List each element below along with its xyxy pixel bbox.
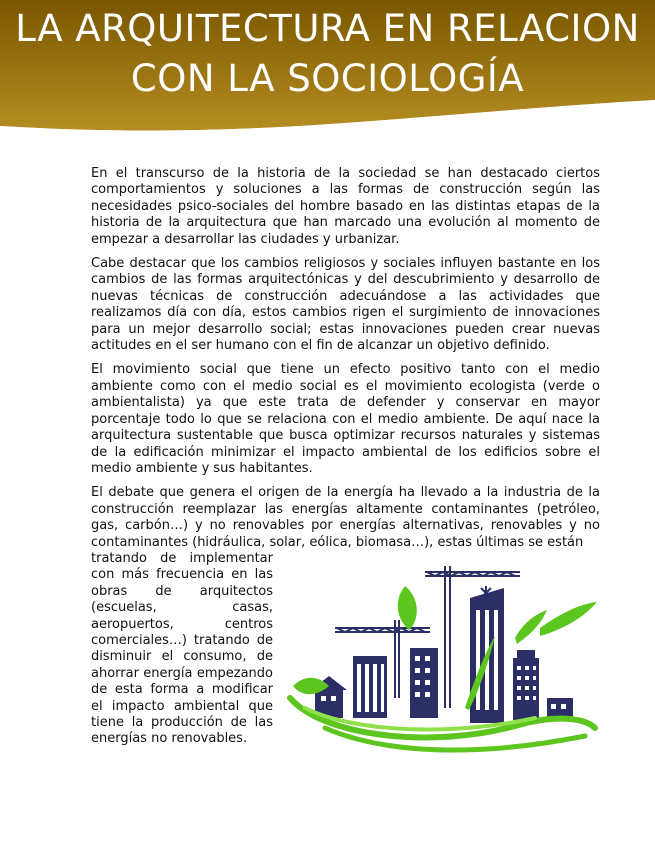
paragraph-4-continued: tratando de implementar con más frecuencia en las obras de arquitectos (escuelas, casas, aeropuertos, centros comerciales…) tratando de disminuir el consumo, de ahorrar energía empezando de esta forma a modificar el impacto ambiental que tiene la producción de las energías no renovables. (91, 550, 273, 747)
paragraph-1: En el transcurso de la historia de la sociedad se han destacado ciertos comportamientos y soluciones a las formas de construcción según las necesidades psico-sociales del hombre basado en las distintas etapas de la historia de la arquitectura que han marcado una evolución al momento de empezar a desarrollar las ciudades y urbanizar. (91, 166, 600, 247)
paragraph-3: El movimiento social que tiene un efecto positivo tanto con el medio ambiente como con el medio social es el movimiento ecologista (verde o ambientalista) ya que este trata de defender y conservar en mayor porcentaje todo lo que se relaciona con el medio ambiente. De aquí nace la arquitectura sustentable que busca optimizar recursos naturales y sistemas de la edificación minimizar el impacto ambiental de los edificios sobre el medio ambiente y sus habitantes. (91, 362, 600, 476)
paragraph-4: El debate que genera el origen de la energía ha llevado a la industria de la construcción reemplazar las energías altamente contaminantes (petróleo, gas, carbón…) y no renovables por energías alternativas, renovables y no contaminantes (hidráulica, solar, eólica, biomasa…), estas últimas se están (91, 485, 600, 550)
header-banner (0, 0, 655, 135)
green-city-icon (285, 558, 600, 758)
paragraph-2: Cabe destacar que los cambios religiosos y sociales influyen bastante en los cambios de las formas arquitectónicas y del descubrimiento y desarrollo de nuevas técnicas de construcción adecuándose a las actividades que realizamos día con día, estos cambios rigen el surgimiento de innovaciones para un mejor desarrollo social; estas innovaciones pueden crear nuevas actitudes en el ser humano con el fin de alcanzar un objetivo definido. (91, 256, 600, 354)
page-title: LA ARQUITECTURA EN RELACION CON LA SOCIOLOGÍA (15, 7, 640, 100)
